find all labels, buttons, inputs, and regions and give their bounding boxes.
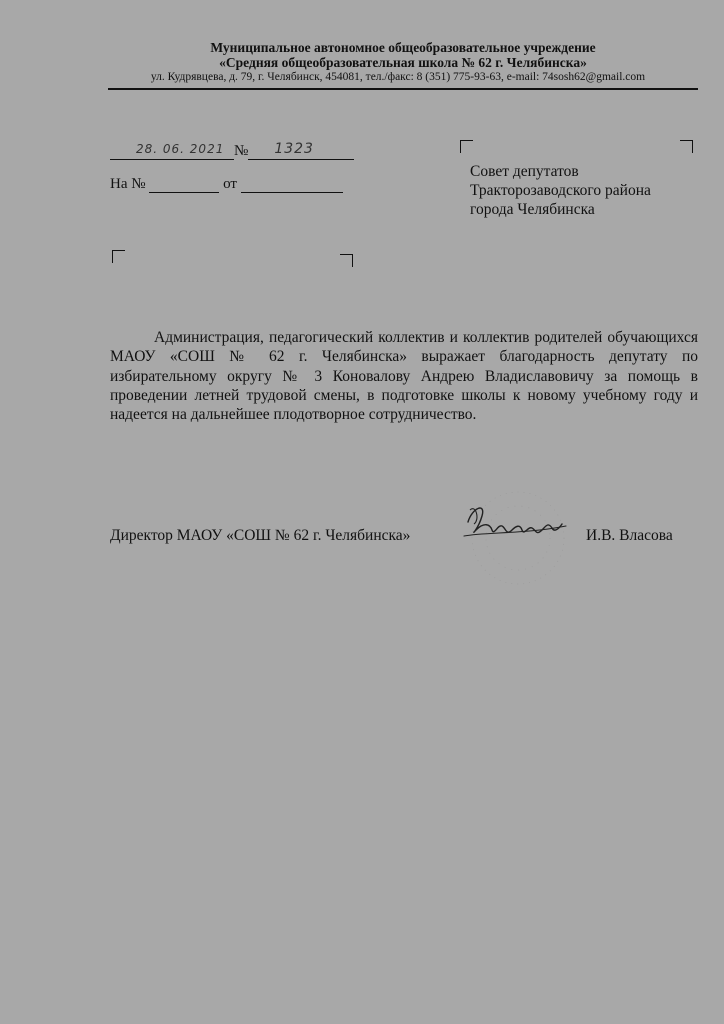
reply-from-label: от (223, 176, 237, 192)
outgoing-date: 28. 06. 2021 (136, 142, 225, 156)
letterhead-school-name: «Средняя общеобразовательная школа № 62 г. Челябинска» (219, 55, 587, 70)
subject-corner-right (340, 254, 353, 267)
reply-number-field (149, 177, 219, 193)
reply-number-label: На № (110, 176, 146, 192)
addressee-corner-right (680, 140, 693, 153)
letter-body: Администрация, педагогический коллектив и коллектив родителей обучающихся МАОУ «СОШ № 62 г. Челябинска» выражает благодарность депутату по избирательному округу № 3 Коновалову Андрею Владиславовичу за помощь в проведении летней трудовой смены, в подготовке школы к новому учебному году и надеется на дальнейшее плодотворное сотрудничество. (110, 329, 698, 424)
reply-date-field (241, 177, 343, 193)
addressee-line-1: Совет депутатов (470, 163, 579, 180)
reply-reference (110, 175, 343, 193)
letterhead-rule (108, 88, 698, 90)
outgoing-number-field (248, 141, 354, 160)
letterhead-contacts: ул. Кудрявцева, д. 79, г. Челябинск, 454081, тел./факс: 8 (351) 775-93-63, e-mail: 74sosh62@gmail.com (150, 71, 646, 83)
subject-corner-left (112, 250, 125, 263)
addressee-line-2: Тракторозаводского района (470, 182, 651, 199)
signatory-position: Директор МАОУ «СОШ № 62 г. Челябинска» (110, 527, 411, 544)
addressee-block (470, 162, 651, 219)
handwritten-signature (456, 480, 582, 590)
outgoing-number-label: № (234, 143, 249, 159)
outgoing-number: 1323 (274, 141, 314, 157)
signatory-name: И.В. Власова (586, 527, 673, 544)
outgoing-registration (110, 142, 354, 160)
addressee-corner-left (460, 140, 473, 153)
letterhead (108, 40, 698, 84)
outgoing-date-field (110, 144, 234, 160)
addressee-line-3: города Челябинска (470, 201, 595, 218)
letterhead-org-type: Муниципальное автономное общеобразовательное учреждение (210, 40, 596, 55)
